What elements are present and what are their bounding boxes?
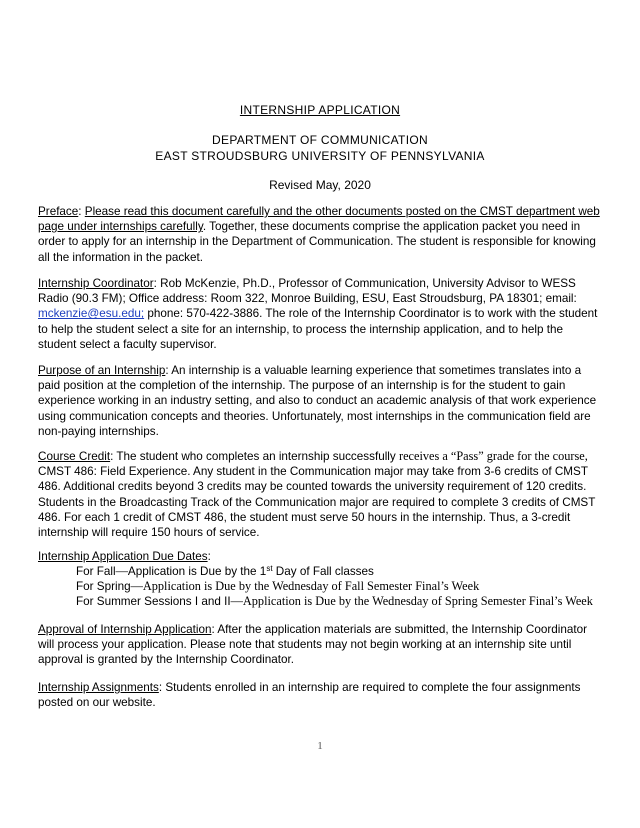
summer-text: —Application is Due by the Wednesday of Spring Semester Final’s Week [230, 594, 593, 608]
preface-paragraph [38, 204, 604, 265]
university-name: EAST STROUDSBURG UNIVERSITY OF PENNSYLVANIA [155, 149, 485, 163]
fall-end: Day of Fall classes [272, 565, 374, 578]
fall-text: Application is Due by the 1 [127, 565, 267, 578]
preface-separator: : [78, 205, 85, 218]
assignments-body: : Students enrolled in an internship are required to complete the four assignments posted on our website. [38, 681, 581, 710]
coordinator-text-before: : Rob McKenzie, Ph.D., Professor of Communication, University Advisor to WESS Radio (90.3 FM); Office address: Room 322, Monroe Building, ESU, East Stroudsburg, PA 18301; email: [38, 277, 577, 306]
revision-date: Revised May, 2020 [269, 178, 371, 192]
preface-body: . Together, these documents comprise the application packet you need in order to apply for an internship in the Department of Communication. The student is responsible for knowing all the information in the packet. [38, 220, 596, 264]
fall-dash: — [115, 564, 128, 578]
preface-heading: Preface [38, 205, 79, 218]
assignments-paragraph [38, 680, 604, 710]
due-dates-colon: : [207, 550, 211, 563]
credit-heading: Course Credit [38, 450, 111, 463]
coordinator-email-link[interactable]: mckenzie@esu.edu; [38, 307, 145, 321]
document-title: INTERNSHIP APPLICATION [239, 103, 401, 117]
purpose-paragraph [38, 363, 604, 439]
summer-prefix: For Summer Sessions I and II [76, 595, 231, 608]
department-name: DEPARTMENT OF COMMUNICATION [212, 133, 428, 147]
spring-text: —Application is Due by the Wednesday of Fall Semester Final’s Week [130, 579, 480, 593]
due-date-fall [76, 564, 636, 579]
credit-paragraph [38, 449, 604, 540]
approval-heading: Approval of Internship Application [38, 623, 212, 636]
purpose-heading: Purpose of an Internship [38, 364, 166, 377]
due-date-summer [76, 594, 636, 609]
assignments-heading: Internship Assignments [38, 681, 159, 694]
page-number: 1 [317, 740, 323, 752]
credit-body-start: : The student who completes an internship successfully [110, 450, 399, 463]
fall-superscript: st [266, 564, 273, 573]
coordinator-heading: Internship Coordinator [38, 277, 154, 290]
spring-prefix: For Spring [76, 580, 131, 593]
due-dates-heading-line [38, 549, 604, 564]
approval-body: : After the application materials are submitted, the Internship Coordinator will process your application. Please note that students may not begin working at an internship site until approval is granted by the Internship Coordinator. [38, 623, 587, 667]
due-date-spring [76, 579, 636, 594]
approval-paragraph [38, 622, 604, 668]
coordinator-paragraph [38, 276, 604, 352]
preface-instruction: Please read this document carefully and the other documents posted on the CMST department web page under internships carefully [38, 205, 600, 234]
purpose-body: : An internship is a valuable learning experience that sometimes translates into a paid position at the completion of the internship. The purpose of an internship is for the student to gain experience working in an industry setting, and also to conduct an academic analysis of that work experience using communication concepts and theories. Unfortunately, most internships in the communication field are non-paying internships. [38, 364, 597, 438]
coordinator-text-after: phone: 570-422-3886. The role of the Internship Coordinator is to work with the student to help the student select a site for an internship, to process the internship application, and to help the student select a faculty supervisor. [38, 307, 598, 351]
fall-prefix: For Fall [76, 565, 116, 578]
due-dates-heading: Internship Application Due Dates [38, 550, 208, 563]
credit-body-serif: receives a “Pass” grade for the course, [399, 449, 588, 463]
credit-body-rest: CMST 486: Field Experience. Any student in the Communication major may take from 3-6 credits of CMST 486. Additional credits beyond 3 credits may be counted towards the university requirement of 120 credits. Students in the Broadcasting Track of the Communication major are required to complete 3 credits of CMST 486. For each 1 credit of CMST 486, the student must serve 50 hours in the internship. Thus, a 3-credit internship will require 150 hours of service. [38, 465, 596, 540]
